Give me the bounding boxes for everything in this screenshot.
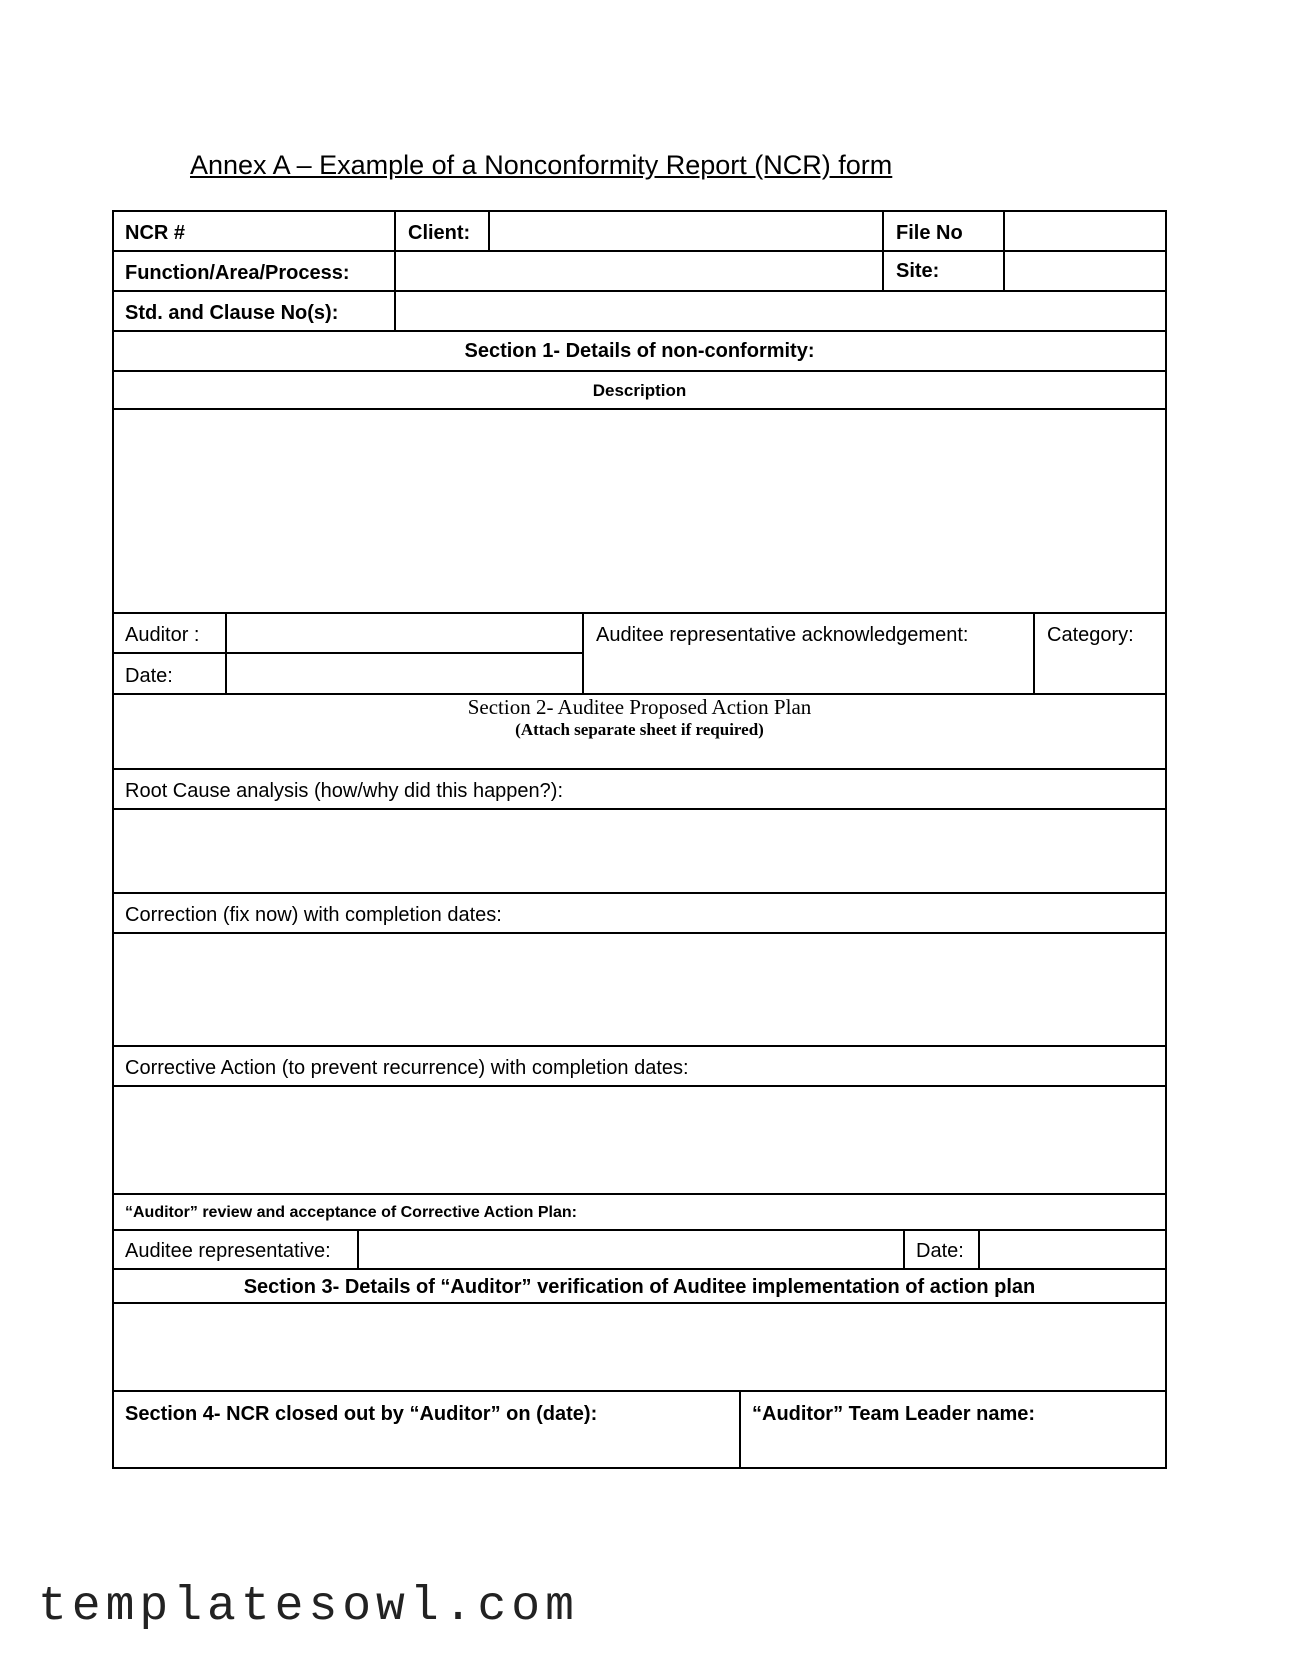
function-area-process-field[interactable] xyxy=(396,252,882,290)
watermark: templatesowl.com xyxy=(38,1580,579,1634)
row-line xyxy=(112,370,1167,372)
file-no-field[interactable] xyxy=(1005,212,1165,250)
col-line xyxy=(882,210,884,292)
auditee-acknowledgement-label: Auditee representative acknowledgement: xyxy=(596,624,969,646)
col-line xyxy=(903,1229,905,1270)
section3-heading: Section 3- Details of “Auditor” verification of Auditee implementation of action plan xyxy=(243,1276,1036,1298)
correction-label: Correction (fix now) with completion dates: xyxy=(125,904,502,926)
page-title: Annex A – Example of a Nonconformity Report (NCR) form xyxy=(190,150,893,180)
client-field[interactable] xyxy=(490,212,882,250)
auditor-review-label: “Auditor” review and acceptance of Corrective Action Plan: xyxy=(125,1204,577,1221)
section4-closed-label: Section 4- NCR closed out by “Auditor” on (date): xyxy=(125,1403,598,1425)
auditee-representative-field[interactable] xyxy=(359,1231,903,1268)
team-leader-label: “Auditor” Team Leader name: xyxy=(752,1403,1036,1425)
form-border-bottom xyxy=(112,1467,1167,1469)
verification-field[interactable] xyxy=(114,1304,1165,1390)
auditee-representative-label: Auditee representative: xyxy=(125,1240,331,1262)
review-date-label: Date: xyxy=(916,1240,964,1262)
row-line xyxy=(112,892,1167,894)
root-cause-field[interactable] xyxy=(114,810,1165,892)
date-field[interactable] xyxy=(227,654,582,693)
std-clause-field[interactable] xyxy=(396,292,1165,330)
corrective-action-label: Corrective Action (to prevent recurrence) with completion dates: xyxy=(125,1057,689,1079)
team-leader-field[interactable] xyxy=(741,1430,1165,1467)
row-line xyxy=(112,1193,1167,1195)
row-line xyxy=(112,1268,1167,1270)
auditor-field[interactable] xyxy=(227,614,582,652)
root-cause-label: Root Cause analysis (how/why did this happen?): xyxy=(125,780,564,802)
description-field[interactable] xyxy=(114,410,1165,612)
closed-date-field[interactable] xyxy=(114,1430,739,1467)
description-label: Description xyxy=(592,381,687,400)
section2-heading: Section 2- Auditee Proposed Action Plan xyxy=(467,695,812,719)
correction-field[interactable] xyxy=(114,934,1165,1045)
row-line xyxy=(112,330,1167,332)
category-field[interactable] xyxy=(1035,614,1165,693)
section1-heading: Section 1- Details of non-conformity: xyxy=(464,340,815,362)
file-no-label: File No xyxy=(896,222,963,244)
site-field[interactable] xyxy=(1005,252,1165,290)
date-label: Date: xyxy=(125,665,173,687)
review-date-field[interactable] xyxy=(980,1231,1165,1268)
row-line xyxy=(112,768,1167,770)
row-line xyxy=(112,1045,1167,1047)
section2-subheading: (Attach separate sheet if required) xyxy=(515,720,764,739)
client-label: Client: xyxy=(408,222,471,244)
corrective-action-field[interactable] xyxy=(114,1087,1165,1193)
form-border-right xyxy=(1165,210,1167,1469)
ncr-number-field[interactable] xyxy=(240,212,394,250)
auditee-acknowledgement-field[interactable] xyxy=(584,614,1033,693)
auditor-label: Auditor : xyxy=(125,624,200,646)
function-area-process-label: Function/Area/Process: xyxy=(125,262,350,284)
ncr-number-label: NCR # xyxy=(125,222,186,244)
std-clause-label: Std. and Clause No(s): xyxy=(125,302,339,324)
row-line xyxy=(112,1390,1167,1392)
site-label: Site: xyxy=(896,260,940,282)
category-label: Category: xyxy=(1047,624,1134,646)
